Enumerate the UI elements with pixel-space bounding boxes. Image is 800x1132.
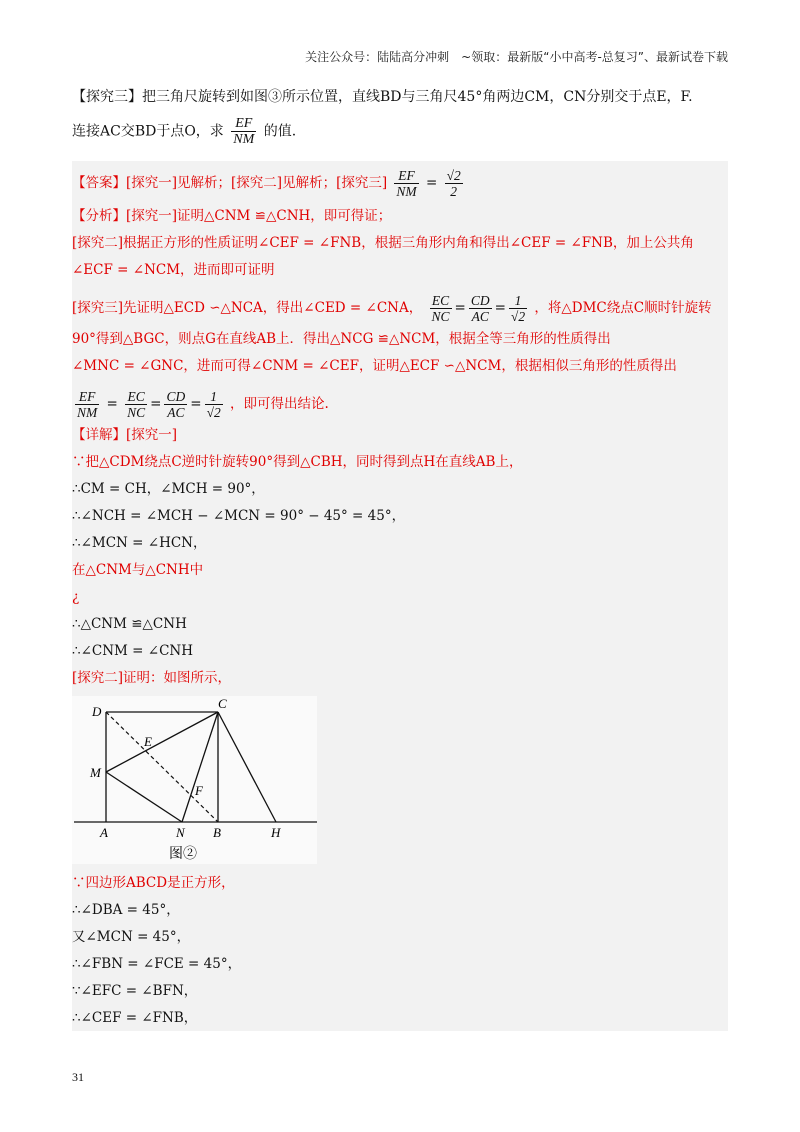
frac-ec-nc — [430, 293, 452, 324]
analysis-l4-a: [探究三]先证明△ECD ∽△NCA，得出∠CED = ∠CNA， — [72, 300, 423, 316]
detail-line-1: 【详解】[探究一] — [72, 427, 178, 443]
frac-num: EC — [125, 389, 147, 405]
analysis-line-3: ∠ECF = ∠NCM，进而即可证明 — [72, 262, 275, 278]
geometry-figure — [72, 696, 317, 864]
label-f: F — [195, 783, 203, 798]
frac-den: AC — [471, 309, 489, 324]
detail-line-3: ∴CM = CH，∠MCH = 90°， — [72, 481, 265, 497]
label-b: B — [213, 825, 221, 840]
detail-line-10: [探究二]证明：如图所示， — [72, 670, 232, 686]
detail-line-15: ∵∠EFC = ∠BFN， — [72, 983, 198, 999]
label-h: H — [271, 825, 281, 840]
frac-1-sqrt2-2 — [205, 389, 223, 420]
solution-block — [72, 161, 728, 1031]
page-header: 关注公众号：陆陆高分冲刺 ~领取：最新版“小中高考-总复习”、最新试卷下载 — [305, 50, 728, 64]
frac-den: √2 — [510, 309, 526, 324]
question-line-1: 【探究三】把三角尺旋转到如图③所示位置，直线BD与三角尺45°角两边CM，CN分别交于点E，F. — [72, 89, 693, 105]
analysis-line-2: [探究二]根据正方形的性质证明∠CEF = ∠FNB，根据三角形内角和得出∠CEF = ∠FNB，加上公共角 — [72, 235, 694, 251]
detail-line-14: ∴∠FBN = ∠FCE = 45°， — [72, 956, 242, 972]
answer-prefix: 【答案】[探究一]见解析；[探究二]见解析；[探究三] — [72, 175, 388, 191]
fraction-numerator: EF — [231, 116, 256, 132]
analysis-l7-b: ，即可得出结论. — [230, 396, 329, 412]
analysis-line-1: 【分析】[探究一]证明△CNM ≌△CNH，即可得证； — [72, 208, 392, 224]
answer-fraction — [394, 168, 418, 199]
detail-line-12: ∴∠DBA = 45°， — [72, 902, 180, 918]
question-fraction — [231, 116, 256, 147]
label-n: N — [176, 825, 185, 840]
answer-line — [72, 163, 728, 203]
label-d: D — [92, 704, 102, 719]
frac-num: EF — [75, 389, 99, 405]
square-rotation-diagram — [72, 696, 317, 864]
frac-den: NC — [127, 405, 146, 420]
answer-equals: = — [425, 175, 438, 191]
analysis-l4-b: ，将△DMC绕点C顺时针旋转 — [534, 300, 712, 316]
analysis-line-4: [探究三]先证明△ECD ∽△NCA，得出∠CED = ∠CNA， $\frac{EC}{NC}$ = $\frac{CD}{AC}$ = $\frac{1}{√2}$ ，将△DMC绕点C顺时针旋转 — [72, 293, 712, 324]
document-body — [72, 86, 728, 1031]
frac-num: 1 — [205, 389, 223, 405]
frac-cd-ac-2 — [164, 389, 187, 420]
frac-ec-nc-2 — [125, 389, 147, 420]
detail-line-13: 又∠MCN = 45°， — [72, 929, 191, 945]
fraction-denominator: NM — [233, 132, 255, 147]
frac-cd-ac — [469, 293, 492, 324]
frac-num: 1 — [509, 293, 527, 309]
label-m: M — [90, 765, 101, 780]
detail-line-4: ∴∠NCH = ∠MCH − ∠MCN = 90° − 45° = 45°， — [72, 508, 406, 524]
detail-line-2: ∵把△CDM绕点C逆时针旋转90°得到△CBH，同时得到点H在直线AB上， — [72, 454, 523, 470]
frac-den: NM — [77, 405, 98, 420]
detail-line-11: ∵四边形ABCD是正方形， — [72, 875, 235, 891]
page-number: 31 — [72, 1070, 84, 1084]
figure-caption: 图② — [169, 846, 197, 862]
question-line-2 — [72, 116, 728, 147]
frac-num: CD — [470, 293, 490, 308]
frac-num: CD — [166, 389, 186, 404]
analysis-line-5: 90°得到△BGC，则点G在直线AB上．得出△NCG ≌△NCM，根据全等三角形的性质得出 — [72, 331, 611, 347]
detail-line-7: ¿ — [72, 589, 80, 605]
analysis-line-7: $\frac{EF}{NM}$ = $\frac{EC}{NC}$ = $\frac{CD}{AC}$ = $\frac{1}{√2}$ ，即可得出结论. — [77, 389, 329, 420]
detail-line-5: ∴∠MCN = ∠HCN， — [72, 535, 207, 551]
detail-line-8: ∴△CNM ≌△CNH — [72, 616, 187, 632]
analysis-line-6: ∠MNC = ∠GNC，进而可得∠CNM = ∠CEF，证明△ECF ∽△NCM，根据相似三角形的性质得出 — [72, 358, 677, 374]
answer-frac-num: EF — [394, 168, 418, 184]
frac-den: AC — [167, 405, 185, 420]
frac-den: √2 — [206, 405, 221, 420]
question-suffix: 的值. — [263, 123, 297, 140]
label-a: A — [100, 825, 108, 840]
answer-value-num: √2 — [446, 168, 461, 183]
question-prefix: 连接AC交BD于点O，求 — [72, 123, 224, 140]
frac-1-sqrt2 — [509, 293, 527, 324]
answer-value-fraction — [445, 168, 463, 199]
detail-line-16: ∴∠CEF = ∠FNB， — [72, 1010, 198, 1026]
label-e: E — [144, 734, 152, 749]
answer-frac-den: NM — [396, 184, 417, 199]
frac-den: NC — [431, 309, 450, 324]
detail-line-6: 在△CNM与△CNH中 — [72, 562, 204, 578]
label-c: C — [218, 696, 227, 711]
answer-value-den: 2 — [450, 184, 458, 199]
frac-ef-nm — [75, 389, 99, 420]
frac-num: EC — [430, 293, 452, 309]
detail-line-9: ∴∠CNM = ∠CNH — [72, 643, 193, 659]
